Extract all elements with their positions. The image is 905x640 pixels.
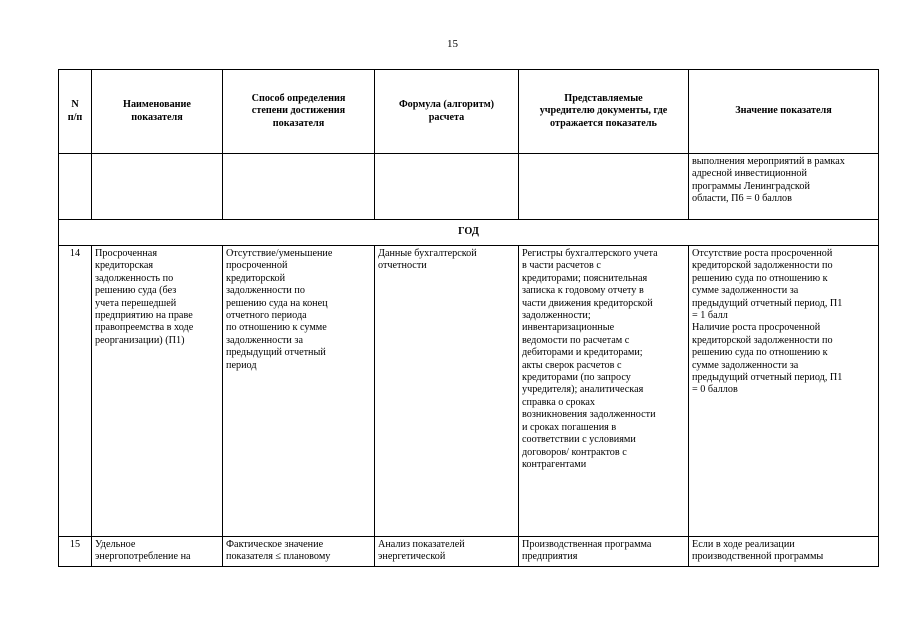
cell-formula: Данные бухгалтерской отчетности bbox=[375, 246, 519, 537]
cell-number: 14 bbox=[59, 246, 92, 537]
section-row-year bbox=[59, 220, 879, 246]
cell-empty bbox=[59, 154, 92, 220]
cell-empty bbox=[223, 154, 375, 220]
cell-value: выполнения мероприятий в рамках адресной инвестиционной программы Ленинградской области, П6 = 0 баллов bbox=[689, 154, 879, 220]
cell-formula: Анализ показателей энергетической bbox=[375, 537, 519, 567]
cell-method: Отсутствие/уменьшение просроченной кредиторской задолженности по решению суда на конец отчетного периода по отношению к сумме задолженности за предыдущий отчетный период bbox=[223, 246, 375, 537]
header-indicator-name: Наименование показателя bbox=[92, 70, 223, 154]
page-number: 15 bbox=[447, 38, 458, 50]
header-formula: Формула (алгоритм) расчета bbox=[375, 70, 519, 154]
cell-empty bbox=[519, 154, 689, 220]
header-documents: Представляемые учредителю документы, где отражается показатель bbox=[519, 70, 689, 154]
indicators-table bbox=[58, 69, 879, 567]
table-row bbox=[59, 246, 879, 537]
table-row bbox=[59, 537, 879, 567]
header-number: N п/п bbox=[59, 70, 92, 154]
section-label: ГОД bbox=[59, 220, 879, 246]
header-value: Значение показателя bbox=[689, 70, 879, 154]
table-header-row bbox=[59, 70, 879, 154]
cell-documents: Производственная программа предприятия bbox=[519, 537, 689, 567]
table-row-continuation bbox=[59, 154, 879, 220]
cell-number: 15 bbox=[59, 537, 92, 567]
cell-documents: Регистры бухгалтерского учета в части расчетов с кредиторами; пояснительная записка к годовому отчету в части движения кредиторской задолженности; инвентаризационные ведомости по расчетам с дебиторами и кредиторами; акты сверок расчетов с кредиторами (по запросу учредителя); аналитическая справка о сроках возникновения задолженности и сроках погашения в соответствии с условиями договоров/ контрактов с контрагентами bbox=[519, 246, 689, 537]
header-method: Способ определения степени достижения показателя bbox=[223, 70, 375, 154]
cell-indicator-name: Просроченная кредиторская задолженность по решению суда (без учета перешедшей предприятию на праве правопреемства в ходе реорганизации) (П1) bbox=[92, 246, 223, 537]
cell-empty bbox=[92, 154, 223, 220]
cell-empty bbox=[375, 154, 519, 220]
cell-value: Отсутствие роста просроченной кредиторской задолженности по решению суда по отношению к сумме задолженности за предыдущий отчетный период, П1 = 1 балл Наличие роста просроченной кредиторской задолженности по решению суда по отношению к сумме задолженности за предыдущий отчетный период, П1 = 0 баллов bbox=[689, 246, 879, 537]
cell-value: Если в ходе реализации производственной программы bbox=[689, 537, 879, 567]
cell-indicator-name: Удельное энергопотребление на bbox=[92, 537, 223, 567]
cell-method: Фактическое значение показателя ≤ плановому bbox=[223, 537, 375, 567]
